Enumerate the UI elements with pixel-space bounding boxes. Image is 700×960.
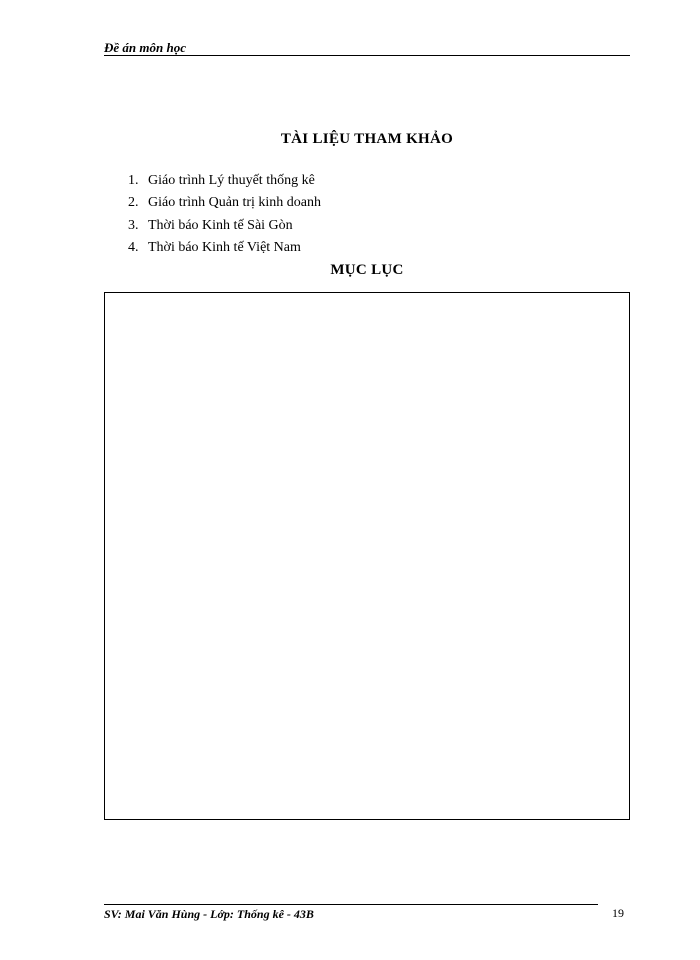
toc-entry[interactable] <box>104 715 630 731</box>
toc-entry[interactable] <box>104 650 630 666</box>
reference-item <box>128 192 321 214</box>
toc-entry[interactable] <box>104 744 630 760</box>
toc-entry[interactable] <box>104 405 630 421</box>
footer-rule <box>104 904 598 905</box>
reference-text: Thời báo Kinh tế Việt Nam <box>148 239 301 255</box>
reference-number: 1. <box>128 173 139 188</box>
toc-entry[interactable] <box>104 428 630 444</box>
references-title: TÀI LIỆU THAM KHẢO <box>280 131 454 147</box>
reference-item <box>128 215 321 237</box>
header-rule <box>104 55 630 56</box>
page-number: 19 <box>612 906 624 920</box>
toc-entry[interactable] <box>104 326 630 342</box>
toc-entry[interactable] <box>104 767 630 783</box>
reference-number: 3. <box>128 217 139 233</box>
toc-entry[interactable] <box>104 782 630 798</box>
toc-entry[interactable] <box>104 355 630 371</box>
reference-number: 4. <box>128 239 139 255</box>
footer-author: SV: Mai Văn Hùng - Lớp: Thống kê - 43B <box>104 907 314 921</box>
references-list <box>128 170 321 259</box>
reference-number: 2. <box>128 195 139 211</box>
reference-text: Thời báo Kinh tế Sài Gòn <box>148 217 293 233</box>
reference-text: Giáo trình Quản trị kinh doanh <box>148 195 322 211</box>
toc-entry[interactable] <box>104 811 630 827</box>
toc-entry[interactable] <box>104 472 630 488</box>
toc-entry[interactable] <box>104 384 630 400</box>
reference-item <box>128 170 321 192</box>
toc-title: MỤC LỤC <box>330 262 404 278</box>
reference-item <box>128 237 321 259</box>
reference-text: Giáo trình Lý thuyết thống kê <box>148 173 315 188</box>
header-title: Đề án môn học <box>104 40 186 55</box>
toc-entry[interactable] <box>104 306 630 322</box>
toc-entry[interactable] <box>104 529 630 545</box>
